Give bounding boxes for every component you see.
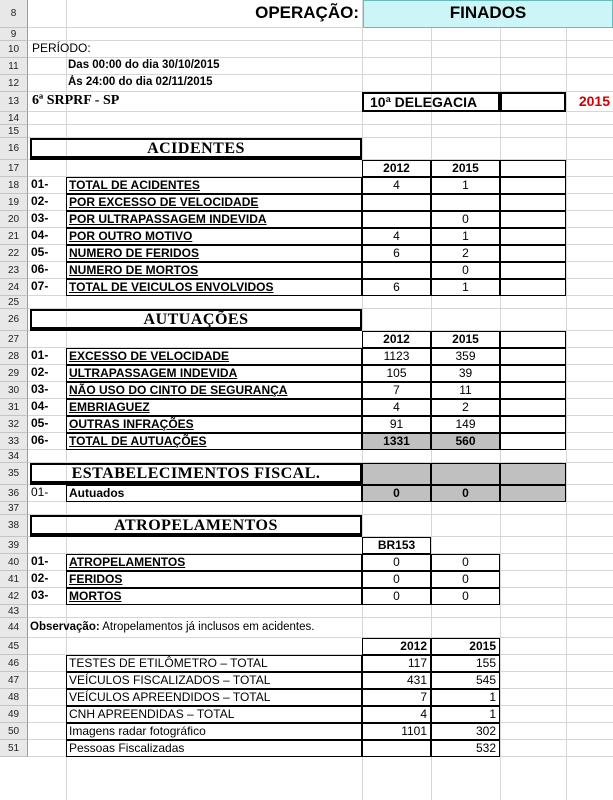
acidentes-item-value-2012[interactable]: 4: [362, 228, 431, 245]
row-header[interactable]: 16: [0, 138, 28, 160]
operacao-label[interactable]: OPERAÇÃO:: [255, 3, 359, 22]
acidentes-item-value-2012[interactable]: [362, 194, 431, 211]
row-header[interactable]: 33: [0, 433, 28, 450]
autuacoes-item-num[interactable]: 01-: [31, 348, 49, 362]
row-header[interactable]: 51: [0, 740, 28, 757]
testes-value-2012[interactable]: 117: [362, 655, 431, 672]
autuacoes-item-num[interactable]: 02-: [31, 365, 49, 379]
autuacoes-item-label[interactable]: EMBRIAGUEZ: [66, 399, 362, 416]
row-header[interactable]: 40: [0, 554, 28, 571]
row-header[interactable]: 43: [0, 605, 28, 618]
acidentes-item-value-2015[interactable]: 2: [431, 245, 500, 262]
ano-value[interactable]: 2015: [578, 93, 610, 109]
row-header[interactable]: 28: [0, 348, 28, 365]
row-header[interactable]: 19: [0, 194, 28, 211]
atrop-value-1[interactable]: 0: [362, 571, 431, 588]
row-header[interactable]: 18: [0, 177, 28, 194]
autuacoes-item-value-2015[interactable]: 11: [431, 382, 500, 399]
testes-label[interactable]: VEÍCULOS APREENDIDOS – TOTAL: [66, 689, 362, 706]
atrop-value-2[interactable]: 0: [431, 571, 500, 588]
autuacoes-item-num[interactable]: 04-: [31, 399, 49, 413]
row-header[interactable]: 24: [0, 279, 28, 296]
atrop-value-1[interactable]: 0: [362, 554, 431, 571]
testes-label[interactable]: Pessoas Fiscalizadas: [66, 740, 362, 757]
testes-year-2015[interactable]: 2015: [431, 638, 500, 655]
acidentes-item-value-2012[interactable]: [362, 262, 431, 279]
row-header[interactable]: 39: [0, 537, 28, 554]
acidentes-item-label[interactable]: NUMERO DE MORTOS: [66, 262, 362, 279]
autuacoes-item-num[interactable]: 05-: [31, 416, 49, 430]
autuacoes-item-value-2012[interactable]: 91: [362, 416, 431, 433]
autuacoes-item-value-2015[interactable]: 39: [431, 365, 500, 382]
acidentes-item-label[interactable]: TOTAL DE ACIDENTES: [66, 177, 362, 194]
acidentes-item-value-2012[interactable]: 6: [362, 279, 431, 296]
testes-value-2015[interactable]: 532: [431, 740, 500, 757]
row-header[interactable]: 50: [0, 723, 28, 740]
row-header[interactable]: 31: [0, 399, 28, 416]
row-header[interactable]: 34: [0, 450, 28, 463]
testes-value-2015[interactable]: 155: [431, 655, 500, 672]
autuacoes-item-value-2012[interactable]: 1123: [362, 348, 431, 365]
row-header[interactable]: 20: [0, 211, 28, 228]
periodo-de[interactable]: Das 00:00 do dia 30/10/2015: [68, 59, 220, 71]
acidentes-item-value-2012[interactable]: 4: [362, 177, 431, 194]
acidentes-item-blank[interactable]: [500, 279, 566, 296]
row-header[interactable]: 15: [0, 125, 28, 138]
atropelamentos-title: ATROPELAMENTOS: [30, 515, 362, 537]
acidentes-item-num[interactable]: 02-: [31, 194, 49, 208]
row-header[interactable]: 8: [0, 0, 28, 28]
row-header[interactable]: 45: [0, 638, 28, 655]
observacao-cell[interactable]: [30, 618, 430, 638]
srprf-label[interactable]: 6ª SRPRF - SP: [32, 93, 120, 108]
estab-value-2015[interactable]: 0: [431, 485, 500, 502]
row-header[interactable]: 37: [0, 502, 28, 515]
estab-blank[interactable]: [500, 485, 566, 502]
acidentes-item-label[interactable]: NUMERO DE FERIDOS: [66, 245, 362, 262]
autuacoes-item-label[interactable]: ULTRAPASSAGEM INDEVIDA: [66, 365, 362, 382]
estab-num[interactable]: 01-: [31, 485, 49, 499]
acidentes-item-blank[interactable]: [500, 177, 566, 194]
atrop-num[interactable]: 02-: [31, 571, 49, 585]
testes-value-2015[interactable]: 302: [431, 723, 500, 740]
autuacoes-item-num[interactable]: 03-: [31, 382, 49, 396]
autuacoes-year-2012[interactable]: 2012: [362, 331, 431, 348]
acidentes-item-num[interactable]: 07-: [31, 279, 49, 293]
atrop-col-header[interactable]: BR153: [362, 537, 431, 554]
autuacoes-item-blank[interactable]: [500, 433, 566, 450]
autuacoes-item-value-2015[interactable]: 359: [431, 348, 500, 365]
acidentes-item-blank[interactable]: [500, 262, 566, 279]
testes-label[interactable]: VEÍCULOS FISCALIZADOS – TOTAL: [66, 672, 362, 689]
row-header[interactable]: 47: [0, 672, 28, 689]
row-header[interactable]: 9: [0, 28, 28, 41]
testes-label[interactable]: TESTES DE ETILÔMETRO – TOTAL: [66, 655, 362, 672]
autuacoes-item-blank[interactable]: [500, 416, 566, 433]
estab-header-gray-1[interactable]: [362, 463, 431, 485]
autuacoes-item-value-2012[interactable]: 4: [362, 399, 431, 416]
periodo-label[interactable]: PERÍODO:: [32, 41, 91, 55]
atrop-value-2[interactable]: 0: [431, 554, 500, 571]
row-header[interactable]: 21: [0, 228, 28, 245]
testes-label[interactable]: Imagens radar fotográfico: [66, 723, 362, 740]
observacao-text: Atropelamentos já inclusos em acidentes.: [102, 621, 315, 633]
acidentes-year-2012[interactable]: 2012: [362, 160, 431, 177]
row-header[interactable]: 23: [0, 262, 28, 279]
grid-column-line: [566, 0, 567, 800]
atrop-num[interactable]: 01-: [31, 554, 49, 568]
observacao-label: Observação:: [30, 621, 100, 633]
atrop-label[interactable]: ATROPELAMENTOS: [66, 554, 362, 571]
row-header[interactable]: 32: [0, 416, 28, 433]
acidentes-item-label[interactable]: POR ULTRAPASSAGEM INDEVIDA: [66, 211, 362, 228]
testes-value-2015[interactable]: 1: [431, 706, 500, 723]
autuacoes-item-value-2015[interactable]: 560: [431, 433, 500, 450]
acidentes-item-label[interactable]: TOTAL DE VEICULOS ENVOLVIDOS: [66, 279, 362, 296]
acidentes-item-blank[interactable]: [500, 228, 566, 245]
periodo-ate[interactable]: Às 24:00 do dia 02/11/2015: [68, 76, 213, 88]
testes-value-2012[interactable]: 4: [362, 706, 431, 723]
testes-value-2012[interactable]: 431: [362, 672, 431, 689]
acidentes-item-value-2015[interactable]: 0: [431, 211, 500, 228]
acidentes-year-blank[interactable]: [500, 160, 566, 177]
autuacoes-item-blank[interactable]: [500, 399, 566, 416]
row-header[interactable]: 44: [0, 618, 28, 638]
testes-year-2012[interactable]: 2012: [362, 638, 431, 655]
row-header[interactable]: 46: [0, 655, 28, 672]
row-header[interactable]: 10: [0, 41, 28, 58]
atrop-label[interactable]: MORTOS: [66, 588, 362, 605]
estabelecimentos-title: ESTABELECIMENTOS FISCAL.: [30, 463, 362, 485]
row-header[interactable]: 42: [0, 588, 28, 605]
row-header[interactable]: 26: [0, 309, 28, 331]
row-header[interactable]: 29: [0, 365, 28, 382]
acidentes-title: ACIDENTES: [30, 138, 362, 160]
autuacoes-year-blank[interactable]: [500, 331, 566, 348]
operacao-value[interactable]: FINADOS: [363, 0, 613, 28]
row-header[interactable]: 22: [0, 245, 28, 262]
acidentes-item-value-2012[interactable]: 6: [362, 245, 431, 262]
autuacoes-item-num[interactable]: 06-: [31, 433, 49, 447]
row-header[interactable]: 27: [0, 331, 28, 348]
autuacoes-item-label[interactable]: TOTAL DE AUTUAÇÕES: [66, 433, 362, 450]
autuacoes-item-value-2012[interactable]: 105: [362, 365, 431, 382]
autuacoes-item-value-2012[interactable]: 1331: [362, 433, 431, 450]
acidentes-item-blank[interactable]: [500, 194, 566, 211]
row-header[interactable]: 14: [0, 112, 28, 125]
row-header[interactable]: 48: [0, 689, 28, 706]
testes-value-2012[interactable]: 1101: [362, 723, 431, 740]
acidentes-item-blank[interactable]: [500, 211, 566, 228]
autuacoes-item-blank[interactable]: [500, 348, 566, 365]
acidentes-item-num[interactable]: 06-: [31, 262, 49, 276]
acidentes-item-value-2015[interactable]: 1: [431, 279, 500, 296]
acidentes-item-blank[interactable]: [500, 245, 566, 262]
row-header[interactable]: 11: [0, 58, 28, 75]
row-header[interactable]: 12: [0, 75, 28, 92]
autuacoes-title: AUTUAÇÕES: [30, 309, 362, 331]
acidentes-item-value-2015[interactable]: 1: [431, 228, 500, 245]
estab-label[interactable]: Autuados: [66, 485, 362, 502]
row-header[interactable]: 25: [0, 296, 28, 309]
acidentes-item-value-2015[interactable]: 1: [431, 177, 500, 194]
row-header[interactable]: 30: [0, 382, 28, 399]
acidentes-item-label[interactable]: POR EXCESSO DE VELOCIDADE: [66, 194, 362, 211]
atrop-num[interactable]: 03-: [31, 588, 49, 602]
autuacoes-item-label[interactable]: NÃO USO DO CINTO DE SEGURANÇA: [66, 382, 362, 399]
autuacoes-item-value-2012[interactable]: 7: [362, 382, 431, 399]
estab-header-gray-3[interactable]: [500, 463, 566, 485]
acidentes-item-label[interactable]: POR OUTRO MOTIVO: [66, 228, 362, 245]
autuacoes-year-2015[interactable]: 2015: [431, 331, 500, 348]
acidentes-item-num[interactable]: 05-: [31, 245, 49, 259]
atrop-value-1[interactable]: 0: [362, 588, 431, 605]
row-header[interactable]: 49: [0, 706, 28, 723]
acidentes-item-value-2015[interactable]: 0: [431, 262, 500, 279]
acidentes-item-num[interactable]: 01-: [31, 177, 49, 191]
row-header[interactable]: 38: [0, 515, 28, 537]
autuacoes-item-value-2015[interactable]: 149: [431, 416, 500, 433]
delegacia-blank-cell[interactable]: [500, 92, 566, 112]
grid-row-line: [28, 124, 613, 125]
acidentes-item-num[interactable]: 04-: [31, 228, 49, 242]
row-header[interactable]: 13: [0, 92, 28, 112]
acidentes-item-value-2015[interactable]: [431, 194, 500, 211]
row-header[interactable]: 35: [0, 463, 28, 485]
row-header[interactable]: 36: [0, 485, 28, 502]
autuacoes-item-label[interactable]: OUTRAS INFRAÇÕES: [66, 416, 362, 433]
testes-value-2015[interactable]: 1: [431, 689, 500, 706]
acidentes-item-value-2012[interactable]: [362, 211, 431, 228]
testes-value-2015[interactable]: 545: [431, 672, 500, 689]
autuacoes-item-label[interactable]: EXCESSO DE VELOCIDADE: [66, 348, 362, 365]
testes-value-2012[interactable]: 7: [362, 689, 431, 706]
delegacia-label[interactable]: 10ª DELEGACIA: [362, 92, 500, 112]
testes-label[interactable]: CNH APREENDIDAS – TOTAL: [66, 706, 362, 723]
estab-value-2012[interactable]: 0: [362, 485, 431, 502]
acidentes-item-num[interactable]: 03-: [31, 211, 49, 225]
atrop-label[interactable]: FERIDOS: [66, 571, 362, 588]
autuacoes-item-value-2015[interactable]: 2: [431, 399, 500, 416]
estab-header-gray-2[interactable]: [431, 463, 500, 485]
autuacoes-item-blank[interactable]: [500, 365, 566, 382]
autuacoes-item-blank[interactable]: [500, 382, 566, 399]
testes-value-2012[interactable]: [362, 740, 431, 757]
row-header[interactable]: 17: [0, 160, 28, 177]
atrop-value-2[interactable]: 0: [431, 588, 500, 605]
acidentes-year-2015[interactable]: 2015: [431, 160, 500, 177]
row-header[interactable]: 41: [0, 571, 28, 588]
